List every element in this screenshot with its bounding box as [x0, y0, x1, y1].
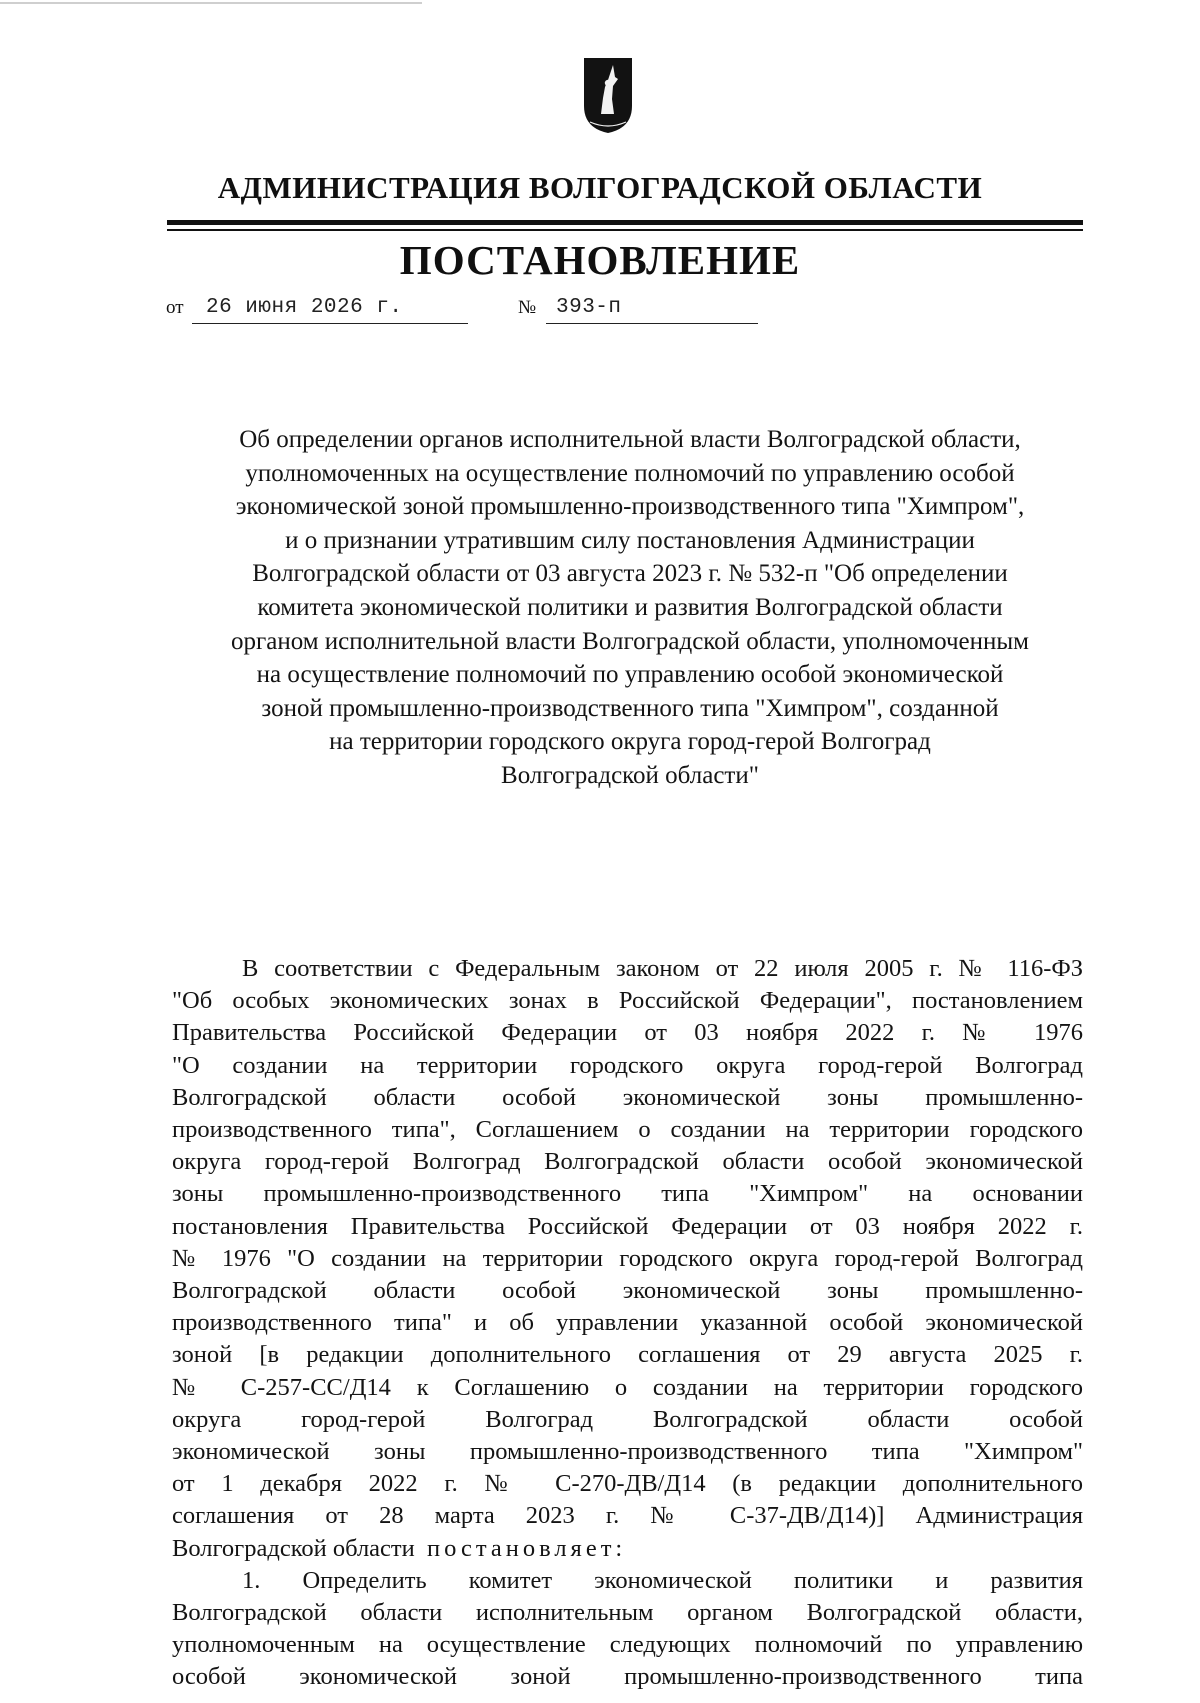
- preamble-closing-line: [172, 1533, 1083, 1565]
- title-line: на осуществление полномочий по управлению особой экономической: [256, 661, 1004, 689]
- title-line: на территории городского округа город-герой Волгоград: [329, 728, 931, 756]
- item-line: особой экономической зоной промышленно-производственного типа: [172, 1663, 1083, 1691]
- date-underline: [192, 323, 468, 324]
- title-line: уполномоченных на осуществление полномочий по управлению особой: [245, 459, 1015, 487]
- scan-artifact-line: [0, 2, 422, 4]
- decree-word: постановляет:: [427, 1534, 627, 1562]
- item-line: 1. Определить комитет экономической политики и развития: [242, 1566, 1083, 1594]
- header-rule-thick: [167, 220, 1083, 225]
- header-rule-thin: [167, 229, 1083, 231]
- title-line: Волгоградской области от 03 августа 2023 г. № 532-п "Об определении: [252, 560, 1008, 588]
- preamble-line: зоны промышленно-производственного типа "Химпром" на основании: [172, 1180, 1083, 1208]
- title-line: и о признании утратившим силу постановления Администрации: [285, 526, 975, 554]
- date-prefix: от: [166, 297, 184, 318]
- number-prefix: №: [518, 297, 537, 318]
- decree-body: [172, 953, 1083, 1694]
- item-line: уполномоченным на осуществление следующих полномочий по управлению: [172, 1631, 1083, 1659]
- title-line: зоной промышленно-производственного типа "Химпром", созданной: [261, 694, 999, 722]
- title-line: экономической зоной промышленно-производственного типа "Химпром",: [235, 493, 1025, 521]
- preamble-line: экономической зоны промышленно-производственного типа "Химпром": [172, 1438, 1083, 1466]
- region-emblem-icon: [582, 56, 634, 134]
- preamble-line: соглашения от 28 марта 2023 г. № С-37-ДВ/Д14)] Администрация: [172, 1502, 1083, 1530]
- preamble-line: от 1 декабря 2022 г. № С-270-ДВ/Д14 (в редакции дополнительного: [172, 1470, 1083, 1498]
- preamble-end: Волгоградской области: [172, 1534, 415, 1562]
- preamble-line: округа город-герой Волгоград Волгоградской области особой экономической: [172, 1148, 1083, 1176]
- title-line: Об определении органов исполнительной власти Волгоградской области,: [239, 426, 1021, 453]
- preamble-line: В соответствии с Федеральным законом от 22 июля 2005 г. № 116-ФЗ: [242, 955, 1083, 982]
- preamble-line: постановления Правительства Российской Федерации от 03 ноября 2022 г.: [172, 1212, 1083, 1240]
- preamble-line: № 1976 "О создании на территории городского округа город-герой Волгоград: [172, 1244, 1083, 1272]
- date-number-line: [166, 296, 766, 328]
- number-underline: [546, 323, 758, 324]
- preamble-line: производственного типа", Соглашением о создании на территории городского: [172, 1116, 1083, 1144]
- decree-title: [160, 423, 1100, 793]
- preamble-line: округа город-герой Волгоград Волгоградской области особой: [172, 1405, 1083, 1433]
- title-line: органом исполнительной власти Волгоградской области, уполномоченным: [230, 627, 1030, 655]
- date-value: 26 июня 2026 г.: [206, 296, 403, 319]
- preamble-line: "Об особых экономических зонах в Российской Федерации", постановлением: [172, 987, 1083, 1015]
- document-type-heading: ПОСТАНОВЛЕНИЕ: [399, 237, 801, 283]
- preamble-line: "О создании на территории городского округа город-герой Волгоград: [172, 1051, 1083, 1079]
- preamble-line: Волгоградской области особой экономической зоны промышленно-: [172, 1277, 1083, 1305]
- preamble-line: Волгоградской области особой экономической зоны промышленно-: [172, 1083, 1083, 1111]
- preamble-line: № С-257-СС/Д14 к Соглашению о создании на территории городского: [172, 1373, 1083, 1401]
- organization-name: АДМИНИСТРАЦИЯ ВОЛГОГРАДСКОЙ ОБЛАСТИ: [217, 170, 983, 205]
- item-line: Волгоградской области исполнительным органом Волгоградской области,: [172, 1599, 1083, 1627]
- title-line: Волгоградской области": [501, 761, 759, 789]
- title-line: комитета экономической политики и развития Волгоградской области: [257, 593, 1003, 621]
- number-value: 393-п: [556, 296, 622, 319]
- preamble-line: производственного типа" и об управлении указанной особой экономической: [172, 1309, 1083, 1337]
- preamble-line: зоной [в редакции дополнительного соглашения от 29 августа 2025 г.: [172, 1341, 1083, 1369]
- preamble-line: Правительства Российской Федерации от 03 ноября 2022 г. № 1976: [172, 1019, 1083, 1047]
